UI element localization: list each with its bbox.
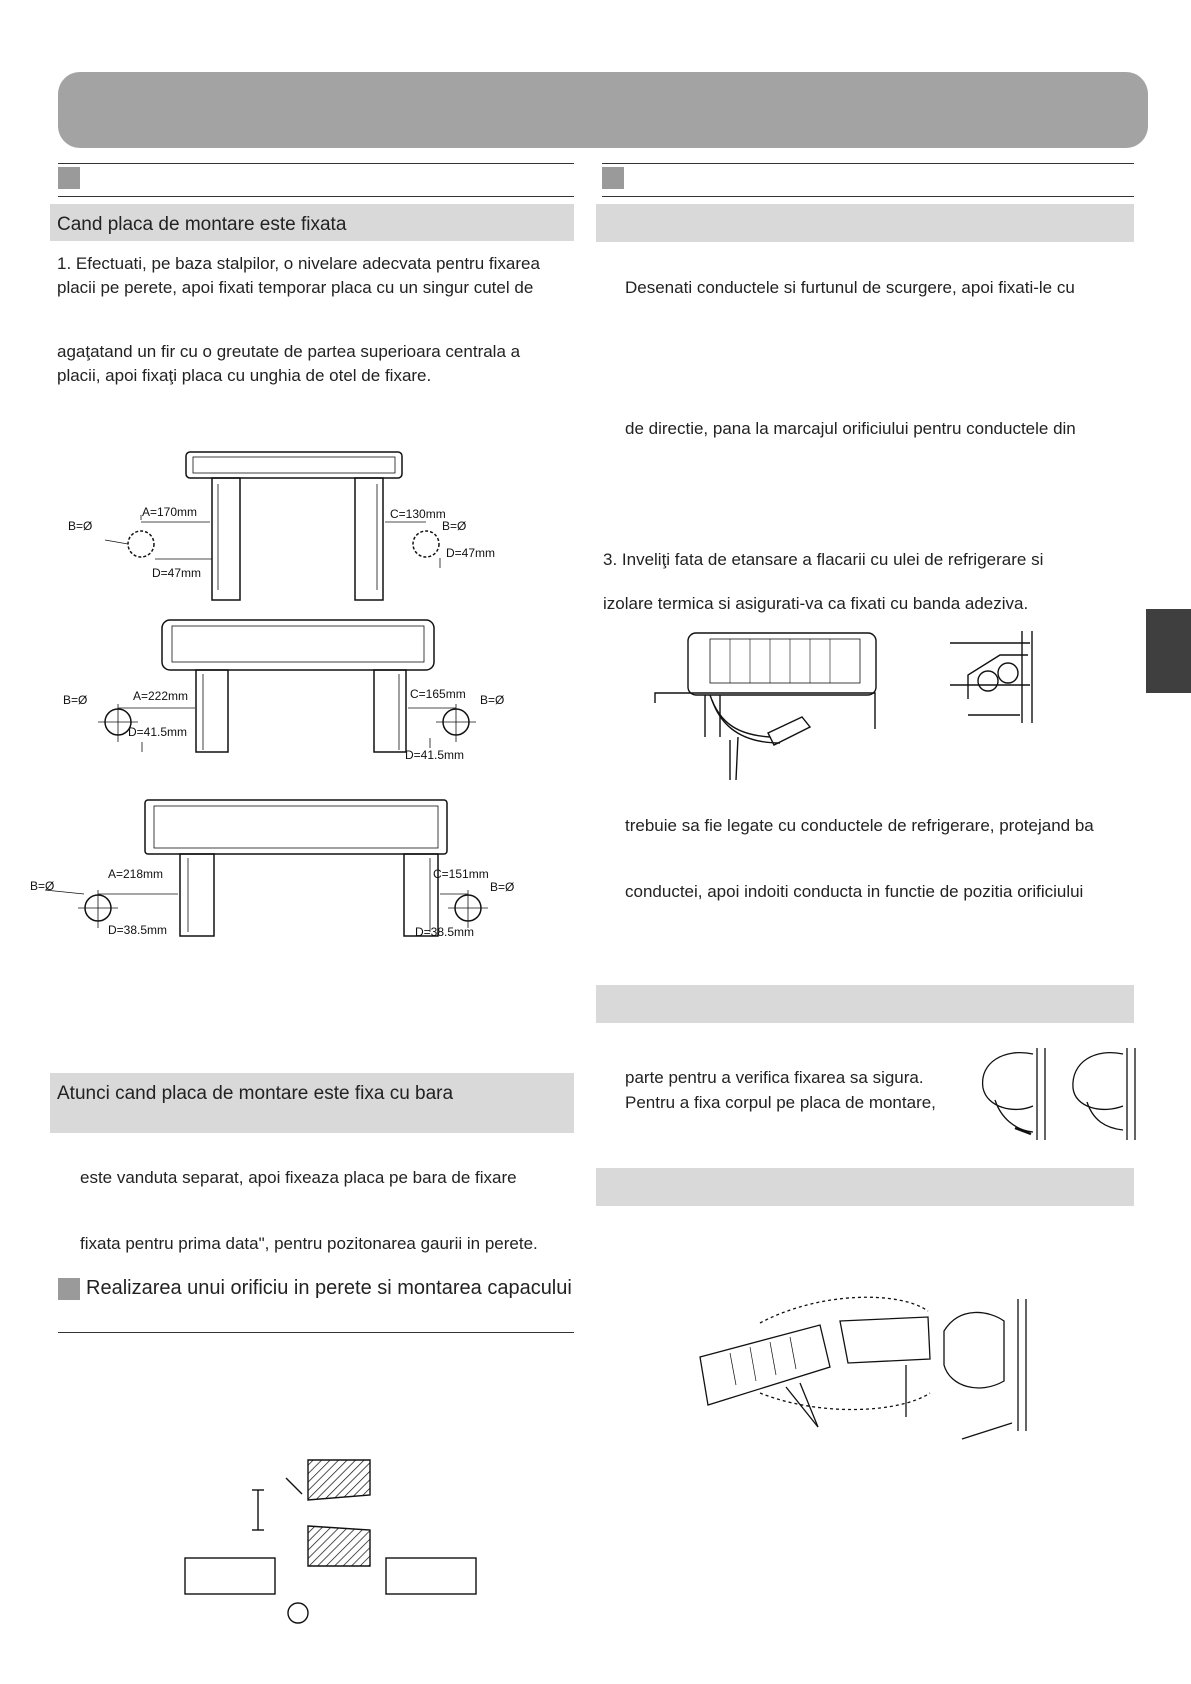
dim-label: B=Ø: [68, 519, 93, 533]
dim-label: B=Ø: [480, 693, 505, 707]
section-marker: [58, 167, 80, 189]
body-text: parte pentru a verifica fixarea sa sigura.: [625, 1068, 924, 1087]
dim-label: A=222mm: [133, 689, 189, 703]
dim-label: D=38.5mm: [108, 923, 168, 937]
dim-label: D=47mm: [152, 566, 202, 580]
section-title: Realizarea unui orificiu in perete si montarea capacului: [86, 1277, 572, 1299]
body-text: este vanduta separat, apoi fixeaza placa pe bara de fixare: [80, 1168, 517, 1187]
dim-label: B=Ø: [442, 519, 467, 533]
body-text: trebuie sa fie legate cu conductele de refrigerare, protejand ba: [625, 816, 1094, 835]
dim-label: D=41.5mm: [128, 725, 188, 739]
unit-hooking-illustration: [975, 1040, 1145, 1150]
body-text: placii pe perete, apoi fixati temporar placa cu un singur cutel de: [57, 278, 534, 297]
section-band: [596, 985, 1134, 1023]
divider: [602, 163, 1134, 164]
body-text: de directie, pana la marcajul orificiului pentru conductele din: [625, 419, 1076, 438]
dim-label: D=41.5mm: [405, 748, 465, 762]
mounting-plate-diagram-1: [0, 440, 560, 590]
pipe-installation-illustration: [650, 625, 1070, 785]
section-band: [596, 1168, 1134, 1206]
body-text: conductei, apoi indoiti conducta in functie de pozitia orificiului: [625, 882, 1084, 901]
dim-label: C=151mm: [433, 867, 489, 881]
mounting-plate-diagram-2: [0, 612, 560, 772]
section-marker: [58, 1278, 80, 1300]
dim-label: C=165mm: [410, 687, 466, 701]
body-text: 3. Inveliţi fata de etansare a flacarii cu ulei de refrigerare si: [603, 550, 1044, 569]
dim-label: D=38.5mm: [415, 925, 475, 939]
body-text: Pentru a fixa corpul pe placa de montare,: [625, 1093, 936, 1112]
body-text: izolare termica si asigurati-va ca fixati cu banda adeziva.: [603, 594, 1029, 613]
side-tab: [1146, 609, 1191, 693]
dim-label: B=Ø: [63, 693, 88, 707]
dim-label: B=Ø: [30, 879, 55, 893]
mounting-plate-diagram-3: [0, 790, 560, 950]
dim-label: D=47mm: [446, 546, 496, 560]
body-text: placii, apoi fixaţi placa cu unghia de otel de fixare.: [57, 366, 432, 385]
section-title: Atunci cand placa de montare este fixa cu bara: [57, 1083, 454, 1104]
divider: [58, 163, 574, 164]
body-text: agaţatand un fir cu o greutate de partea superioara centrala a: [57, 342, 521, 361]
section-title: Cand placa de montare este fixata: [57, 214, 347, 235]
unit-removal-illustration: [690, 1295, 1050, 1445]
body-text: 1. Efectuati, pe baza stalpilor, o nivelare adecvata pentru fixarea: [57, 254, 540, 273]
dim-label: A=170mm: [142, 505, 198, 519]
section-marker: [602, 167, 624, 189]
divider: [602, 196, 1134, 197]
divider: [58, 1332, 574, 1333]
header-banner: [58, 72, 1148, 148]
divider: [58, 196, 574, 197]
dim-label: C=130mm: [390, 507, 446, 521]
section-band: [596, 204, 1134, 242]
body-text: fixata pentru prima data", pentru pozitonarea gaurii in perete.: [80, 1234, 538, 1253]
wall-hole-diagram: [170, 1450, 490, 1630]
dim-label: A=218mm: [108, 867, 164, 881]
dim-label: B=Ø: [490, 880, 515, 894]
body-text: Desenati conductele si furtunul de scurgere, apoi fixati-le cu: [625, 278, 1075, 297]
